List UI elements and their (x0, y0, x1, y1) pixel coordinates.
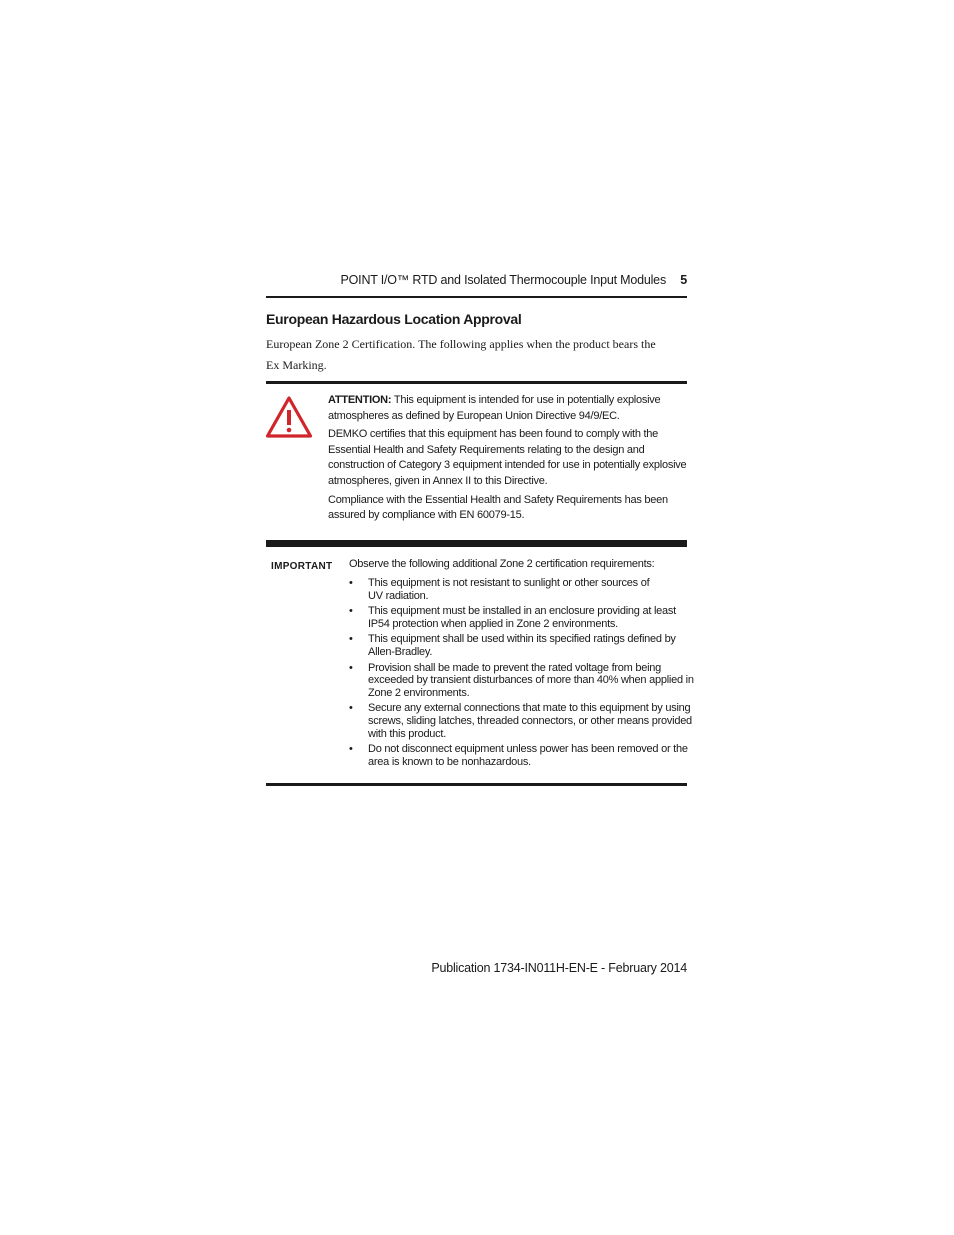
attention-line: Essential Health and Safety Requirements relating to the design and (328, 443, 645, 456)
list-item-line: UV radiation. (368, 589, 429, 602)
bullet: • (349, 633, 353, 646)
list-item-line: Zone 2 environments. (368, 686, 470, 699)
intro-line: Ex Marking. (266, 358, 327, 372)
bullet: • (349, 743, 353, 756)
list-item-line: This equipment is not resistant to sunlight or other sources of (368, 577, 650, 589)
running-header-title: POINT I/O™ RTD and Isolated Thermocouple Input Modules (340, 273, 666, 287)
attention-paragraph-3 (328, 493, 686, 524)
attention-line: assured by compliance with EN 60079-15. (328, 509, 525, 522)
list-item-line: Provision shall be made to prevent the rated voltage from being (368, 661, 662, 674)
list-item (349, 702, 692, 740)
list-item (349, 633, 689, 658)
list-item-line: This equipment must be installed in an enclosure providing at least (368, 605, 676, 618)
list-item (349, 605, 689, 630)
attention-line: DEMKO certifies that this equipment has been found to comply with the (328, 428, 659, 441)
list-item (349, 577, 689, 602)
warning-triangle-icon (266, 396, 312, 438)
important-label: IMPORTANT (271, 561, 333, 572)
list-item-line: Allen-Bradley. (368, 645, 433, 658)
list-item (349, 661, 694, 700)
attention-box (266, 381, 687, 543)
list-item-line: exceeded by transient disturbances of more than 40% when applied in (368, 674, 694, 687)
attention-line: construction of Category 3 equipment intended for use in potentially explosive (328, 459, 687, 472)
header-rule (266, 296, 687, 298)
intro-line: European Zone 2 Certification. The following applies when the product bears the (266, 337, 656, 351)
list-item-line: with this product. (368, 727, 447, 740)
bullet: • (349, 577, 353, 589)
publication-footer: Publication 1734-IN011H-EN-E - February 2014 (431, 961, 687, 975)
list-item-line: This equipment shall be used within its specified ratings defined by (368, 633, 676, 646)
section-heading: European Hazardous Location Approval (266, 311, 522, 327)
important-box (266, 543, 694, 786)
attention-line: atmospheres, given in Annex II to this Directive. (328, 474, 548, 487)
attention-line-text: This equipment is intended for use in potentially explosive (393, 394, 661, 406)
important-lead: Observe the following additional Zone 2 certification requirements: (349, 558, 655, 570)
list-item-line: area is known to be nonhazardous. (368, 755, 531, 768)
page-number: 5 (680, 273, 687, 287)
list-item-line: Secure any external connections that mate to this equipment by using (368, 702, 691, 715)
attention-paragraph-2 (328, 427, 686, 489)
list-item-line: Do not disconnect equipment unless power has been removed or the (368, 743, 688, 756)
running-header (266, 273, 687, 293)
attention-paragraph-1 (328, 393, 686, 424)
intro-paragraph (266, 334, 666, 376)
attention-label: ATTENTION: (328, 394, 392, 406)
list-item-line: IP54 protection when applied in Zone 2 environments. (368, 617, 618, 630)
attention-line (328, 393, 686, 409)
bullet: • (349, 661, 353, 674)
attention-line: atmospheres as defined by European Union Directive 94/9/EC. (328, 409, 620, 422)
list-item-line: screws, sliding latches, threaded connectors, or other means provided (368, 714, 692, 727)
attention-line: Compliance with the Essential Health and Safety Requirements has been (328, 493, 668, 506)
list-item (349, 743, 689, 768)
bullet: • (349, 702, 353, 715)
bullet: • (349, 605, 353, 618)
important-list (349, 577, 694, 771)
attention-text (328, 393, 686, 527)
